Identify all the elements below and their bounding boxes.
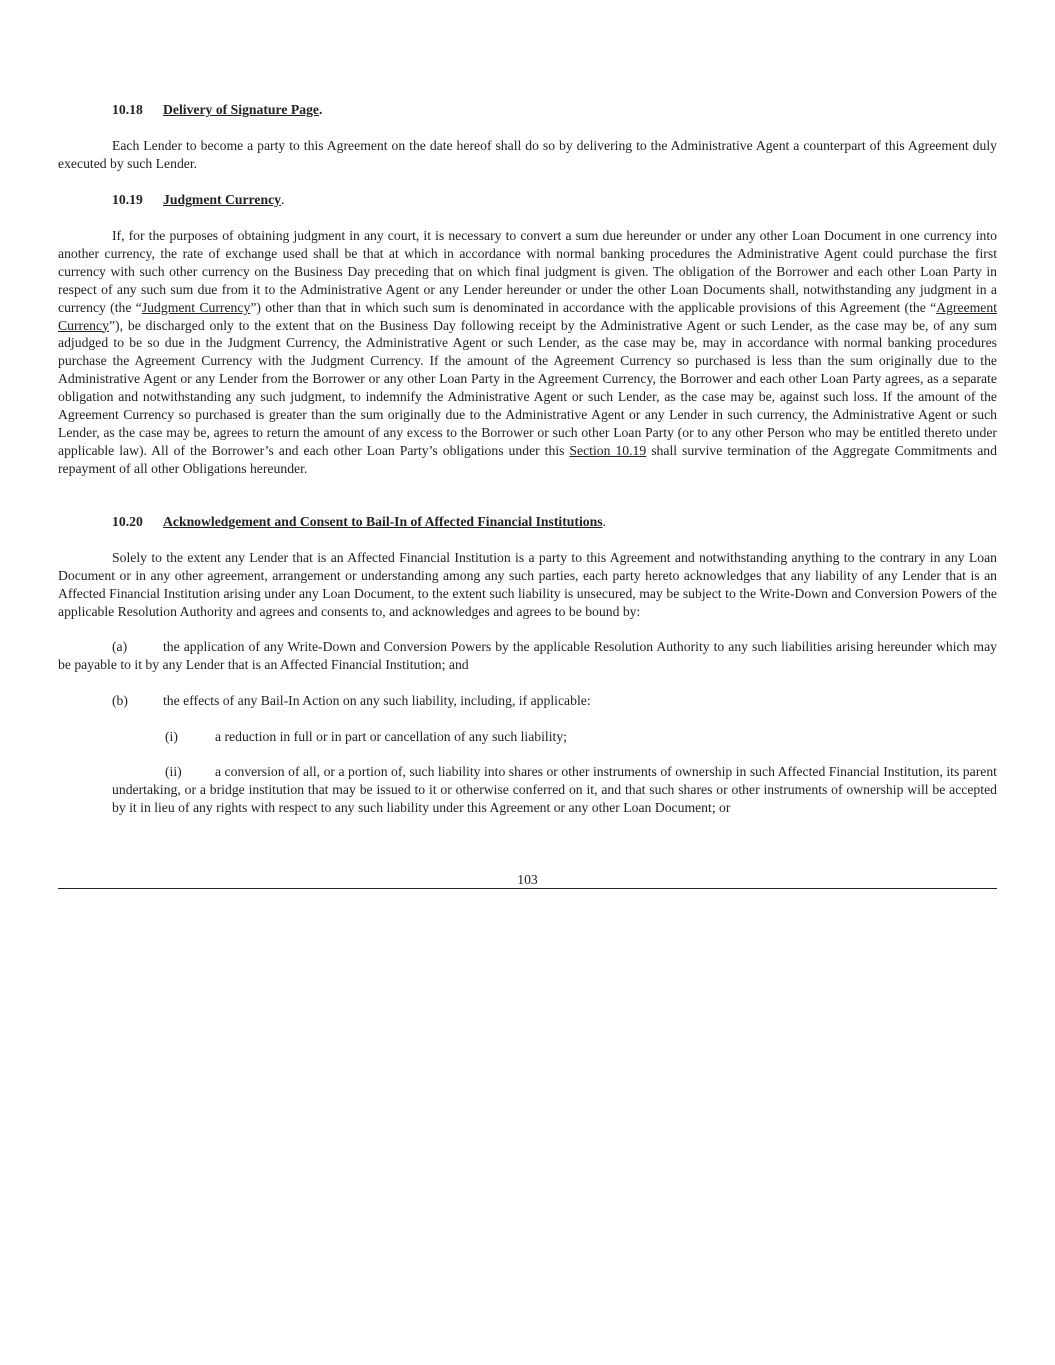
- section-title-period: .: [281, 192, 285, 207]
- section-heading-10-19: [112, 191, 284, 209]
- list-item-text: a conversion of all, or a portion of, such liability into shares or other instruments of ownership in such Affected Financial Institution, its parent undertaking, or a bridge institution that may be issued to it or otherwise conferred on it, and that such shares or other instruments of ownership will be accepted by it in lieu of any rights with respect to any such liability under this Agreement or any other Loan Document; or: [112, 764, 997, 815]
- paragraph-text: ”), be discharged only to the extent that on the Business Day following receipt by the Administrative Agent or such Lender, as the case may be, of any sum adjudged to be so due in the Judgment Currency, the Administrative Agent or such Lender, as the case may be, may in accordance with normal banking procedures purchase the Agreement Currency with the Judgment Currency. If the amount of the Agreement Currency so purchased is less than the sum originally due to the Administrative Agent or any Lender from the Borrower or any other Loan Party in the Agreement Currency, the Borrower and each other Loan Party agrees, as a separate obligation and notwithstanding any such judgment, to indemnify the Administrative Agent or such Lender, as the case may be, against such loss. If the amount of the Agreement Currency so purchased is greater than the sum originally due to the Administrative Agent or any Lender in such currency, the Administrative Agent or such Lender, as the case may be, agrees to return the amount of any excess to the Borrower or such other Loan Party (or to any other Person who may be entitled thereto under applicable law). All of the Borrower’s and each other Loan Party’s obligations under this: [58, 317, 997, 458]
- list-item-b: [112, 692, 997, 710]
- list-marker: (b): [112, 693, 128, 708]
- section-title-period: .: [318, 102, 323, 117]
- page-number: 103: [517, 872, 538, 887]
- section-title: Acknowledgement and Consent to Bail-In of Affected Financial Institutions: [163, 514, 603, 529]
- paragraph-10-19: [58, 227, 997, 478]
- section-title-period: .: [602, 514, 606, 529]
- list-marker: (a): [112, 639, 128, 654]
- section-title: Delivery of Signature Page: [163, 102, 319, 117]
- section-reference-link: Section 10.19: [569, 442, 647, 458]
- list-marker: (ii): [165, 764, 182, 779]
- section-number: 10.19: [112, 192, 143, 207]
- paragraph-text: If, for the purposes of obtaining judgment in any court, it is necessary to convert a sum due hereunder or under any other Loan Document in one currency into another currency, the rate of exchange used shall be that at which in accordance with normal banking procedures the Administrative Agent could purchase the first currency with such other currency on the Business Day preceding that on which final judgment is given. The obligation of the Borrower and each other Loan Party in respect of any such sum due from it to the Administrative Agent or any Lender hereunder or under the other Loan Documents shall, notwithstanding any judgment in a currency (the “: [58, 228, 997, 315]
- list-item-i: [165, 728, 997, 746]
- list-item-text: the effects of any Bail-In Action on any such liability, including, if applicable:: [163, 693, 591, 708]
- section-number: 10.18: [112, 102, 143, 117]
- section-title: Judgment Currency: [163, 192, 281, 207]
- paragraph-text: shall survive termination of the Aggregate Commitments and repayment of all other Obligations hereunder.: [58, 442, 997, 476]
- footer-divider: [58, 888, 997, 889]
- list-item-text: a reduction in full or in part or cancellation of any such liability;: [215, 729, 567, 744]
- defined-term-agreement-currency: Agreement Currency: [58, 299, 998, 333]
- section-number: 10.20: [112, 514, 143, 529]
- section-heading-10-20: [112, 513, 606, 531]
- list-marker: (i): [165, 729, 178, 744]
- paragraph-10-20: Solely to the extent any Lender that is an Affected Financial Institution is a party to this Agreement and notwithstanding anything to the contrary in any Loan Document or in any other agreement, arrangement or understanding among any such parties, each party hereto acknowledges that any liability of any Lender that is an Affected Financial Institution arising under any Loan Document, to the extent such liability is unsecured, may be subject to the Write-Down and Conversion Powers of the applicable Resolution Authority and agrees and consents to, and acknowledges and agrees to be bound by:: [58, 550, 997, 619]
- paragraph-10-18: Each Lender to become a party to this Agreement on the date hereof shall do so by delivering to the Administrative Agent a counterpart of this Agreement duly executed by such Lender.: [58, 138, 997, 171]
- list-item-ii: [112, 763, 997, 817]
- list-item-a: [58, 638, 997, 674]
- paragraph-text: ”) other than that in which such sum is denominated in accordance with the applicable provisions of this Agreement (the “: [250, 299, 937, 315]
- section-heading-10-18: [112, 101, 322, 119]
- list-item-text: the application of any Write-Down and Conversion Powers by the applicable Resolution Authority to any such liabilities arising hereunder which may be payable to it by any Lender that is an Affected Financial Institution; and: [58, 639, 997, 672]
- defined-term-judgment-currency: Judgment Currency: [141, 299, 251, 315]
